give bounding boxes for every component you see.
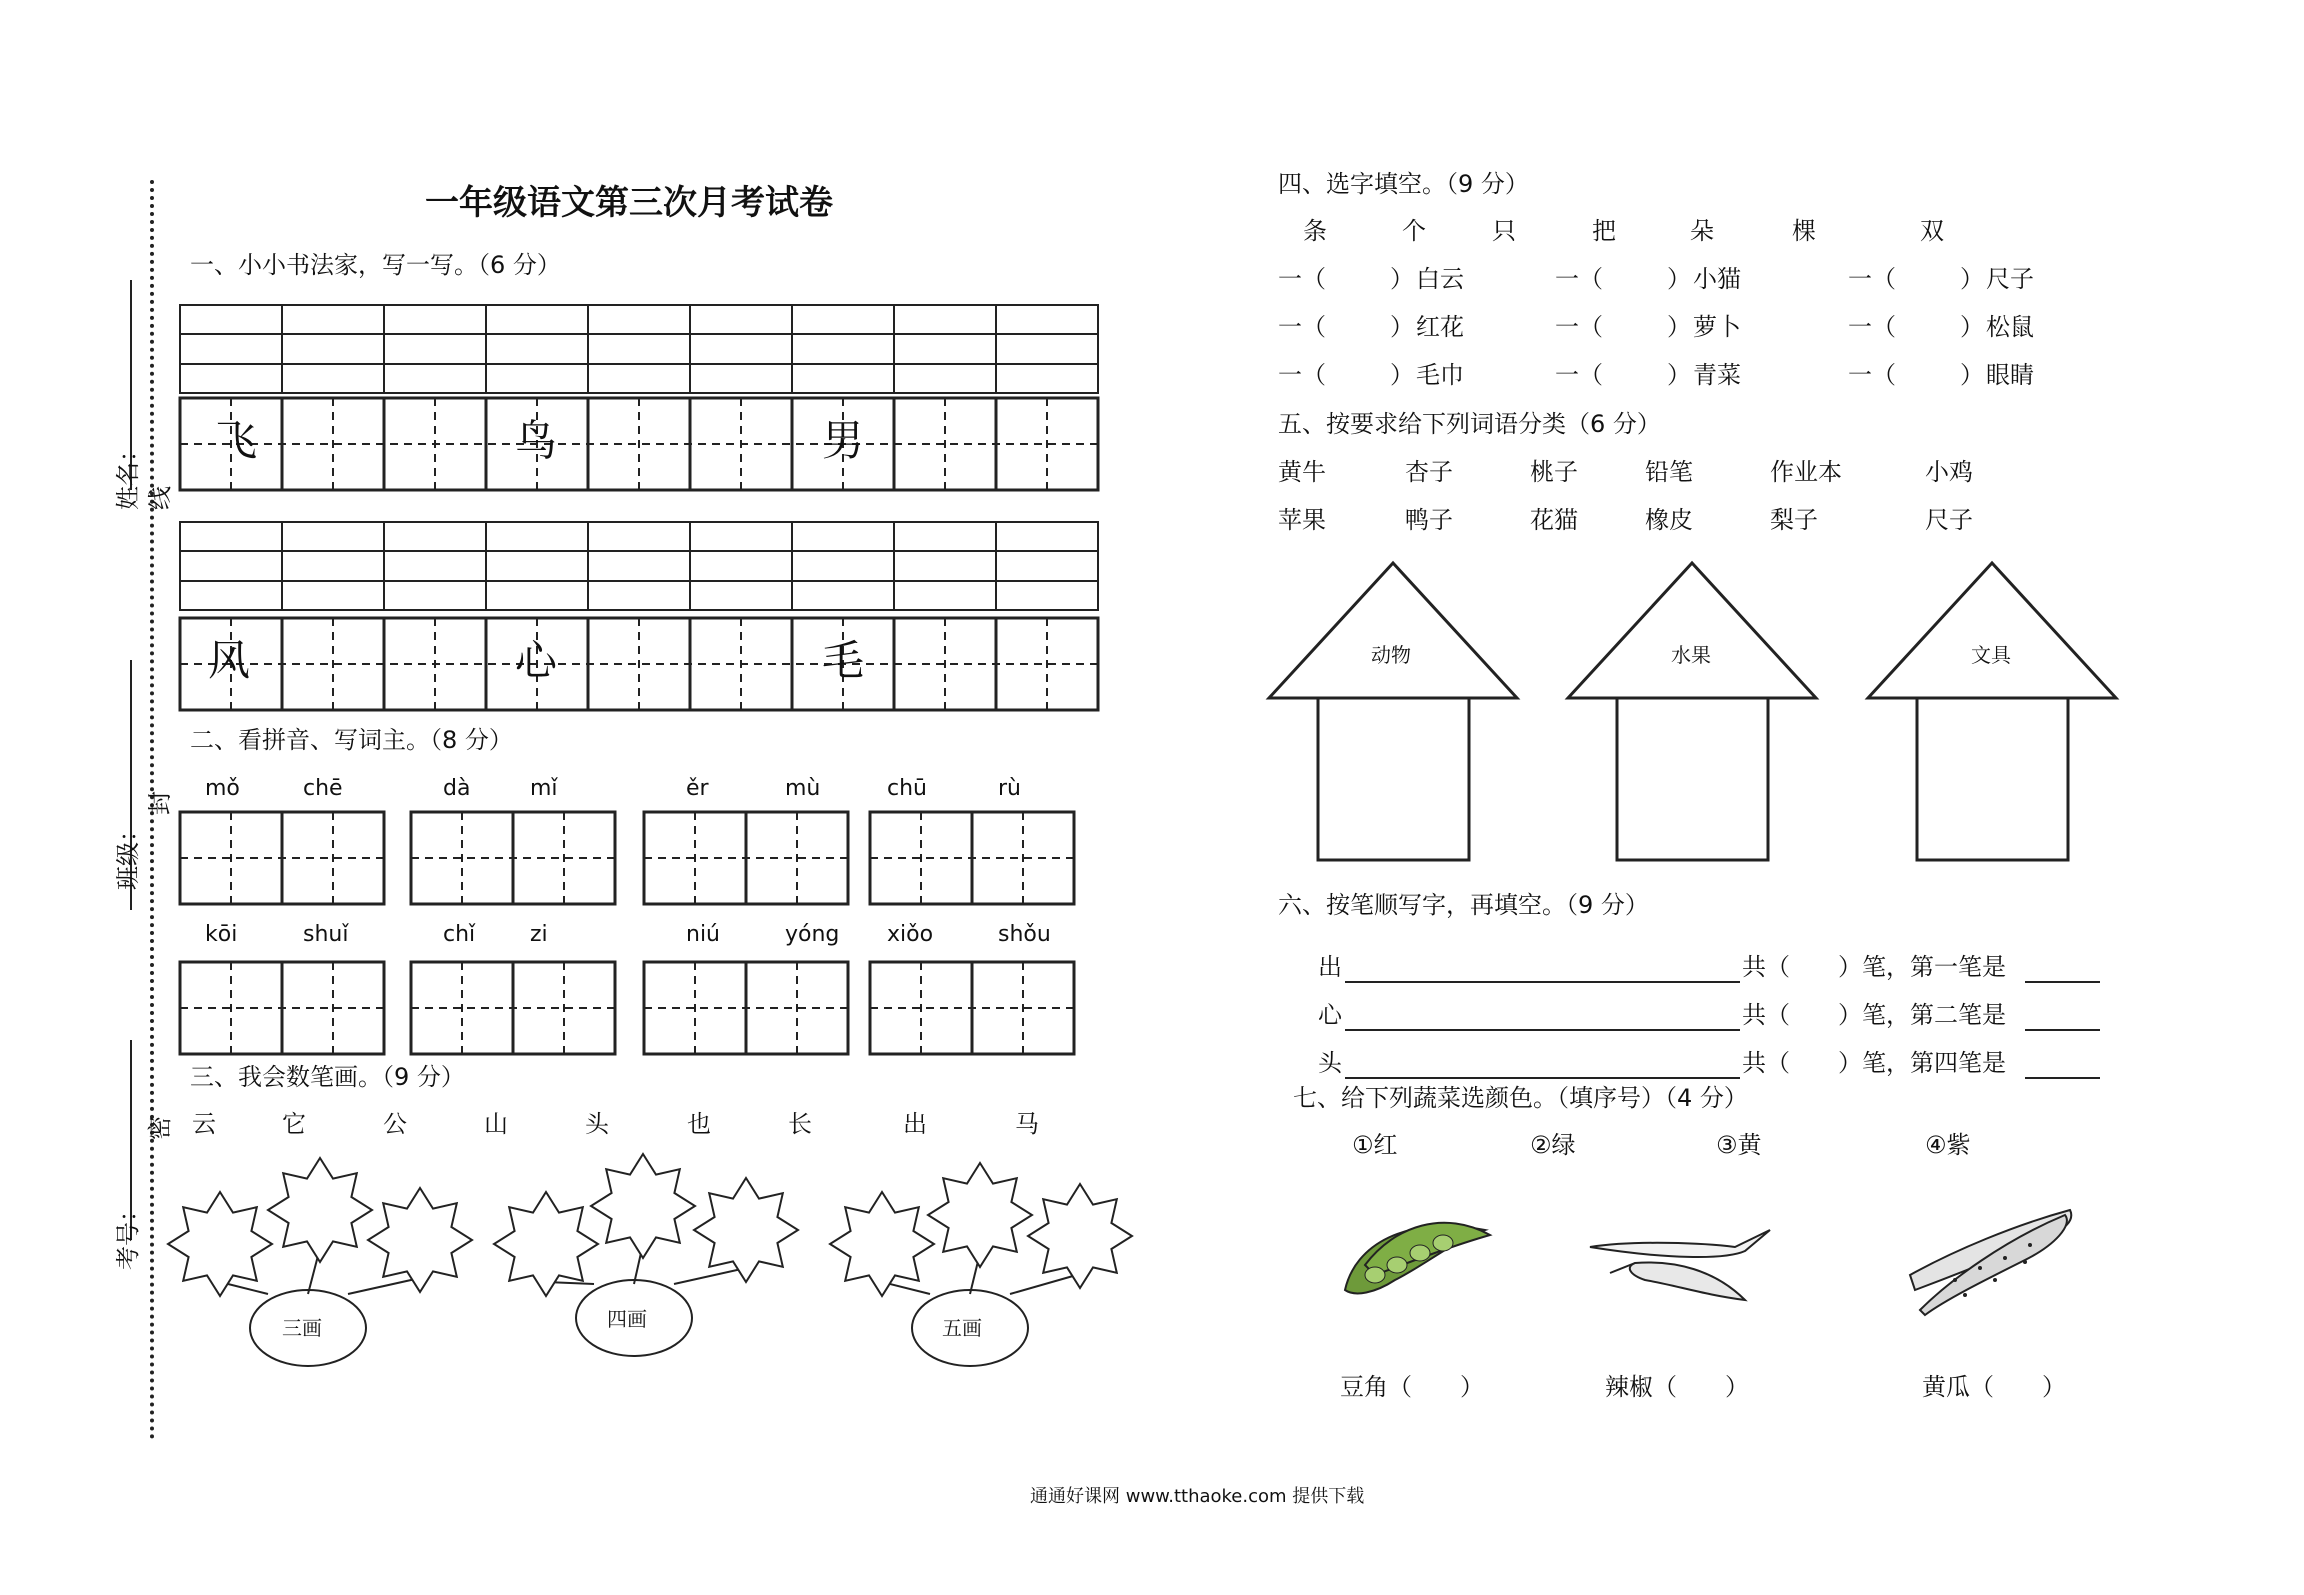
house-label-fruit: 水果	[1671, 643, 1711, 667]
group-label-5: 五画	[942, 1316, 982, 1340]
pinyin-bottom-5: yóng	[785, 922, 840, 947]
seal-mark-seal: 封	[146, 791, 174, 815]
house-label-stationery: 文具	[1971, 643, 2011, 667]
word-top-5: 小鸡	[1925, 458, 1973, 486]
stroke-order-char-1: 心	[1318, 1001, 1342, 1029]
model-char-feng: 风	[208, 636, 251, 685]
veggie-pepper: 辣椒（ ）	[1605, 1373, 1749, 1401]
pinyin-top-3: mǐ	[530, 776, 558, 801]
group-label-3: 三画	[282, 1316, 322, 1340]
option-char-6: 双	[1920, 217, 1944, 245]
stroke-count-text-0: 共（ ）笔，第一笔是	[1742, 953, 2006, 981]
answer-line-0[interactable]	[2025, 981, 2100, 983]
stroke-char-2: 公	[383, 1110, 407, 1138]
model-char-mao: 毛	[822, 636, 865, 685]
pinyin-bottom-4: niú	[686, 922, 720, 947]
cucumber-image	[1905, 1200, 2080, 1320]
option-char-4: 朵	[1690, 217, 1714, 245]
color-option-purple: ④紫	[1925, 1131, 1971, 1159]
pinyin-bottom-2: chǐ	[443, 922, 476, 947]
color-option-yellow: ③黄	[1716, 1131, 1762, 1159]
answer-line-2[interactable]	[2025, 1077, 2100, 1079]
stroke-order-char-2: 头	[1318, 1049, 1342, 1077]
option-char-0: 条	[1303, 217, 1327, 245]
pinyin-top-5: mù	[785, 776, 821, 801]
write-line-1[interactable]	[1345, 1029, 1740, 1031]
model-char-nan: 男	[822, 416, 865, 465]
fill-word-0-0: 白云	[1416, 265, 1464, 293]
veggie-bean: 豆角（ ）	[1340, 1373, 1484, 1401]
pinyin-top-7: rù	[998, 776, 1021, 801]
blank-open-2-0: 一（	[1278, 361, 1326, 389]
bean-image	[1335, 1205, 1495, 1305]
stroke-char-6: 长	[788, 1110, 812, 1138]
blank-open-2-1: 一（	[1555, 361, 1603, 389]
stroke-count-text-1: 共（ ）笔，第二笔是	[1742, 1001, 2006, 1029]
word-top-3: 铅笔	[1645, 458, 1693, 486]
write-line-2[interactable]	[1345, 1077, 1740, 1079]
stroke-char-1: 它	[282, 1110, 306, 1138]
blank-close-2-1: ）	[1667, 361, 1691, 389]
pinyin-top-0: mǒ	[205, 776, 240, 801]
stroke-char-0: 云	[192, 1110, 216, 1138]
model-char-niao: 鸟	[515, 416, 558, 465]
stroke-order-char-0: 出	[1318, 953, 1342, 981]
sec6-heading: 六、按笔顺写字，再填空。（9 分）	[1278, 891, 1649, 919]
blank-open-1-1: 一（	[1555, 313, 1603, 341]
pinyin-top-1: chē	[303, 776, 343, 801]
blank-close-1-1: ）	[1667, 313, 1691, 341]
pinyin-bottom-0: kōi	[205, 922, 238, 947]
color-option-red: ①红	[1352, 1131, 1398, 1159]
pinyin-bottom-6: xiǒo	[887, 922, 934, 947]
fill-word-1-1: 萝卜	[1693, 313, 1741, 341]
sec7-heading: 七、给下列蔬菜选颜色。（填序号）（4 分）	[1293, 1084, 1748, 1112]
blank-close-1-2: ）	[1960, 313, 1984, 341]
blank-close-2-2: ）	[1960, 361, 1984, 389]
house-label-animals: 动物	[1371, 643, 1411, 667]
seal-mark-secret: 密	[146, 1116, 174, 1140]
sec4-heading: 四、选字填空。（9 分）	[1278, 170, 1529, 198]
sec3-heading: 三、我会数笔画。（9 分）	[190, 1063, 465, 1091]
seal-mark-line: 线	[146, 486, 174, 510]
option-char-2: 只	[1492, 217, 1516, 245]
word-bottom-4: 梨子	[1770, 506, 1818, 534]
stroke-count-text-2: 共（ ）笔，第四笔是	[1742, 1049, 2006, 1077]
veggie-cucumber: 黄瓜（ ）	[1922, 1373, 2066, 1401]
word-bottom-3: 橡皮	[1645, 506, 1693, 534]
blank-open-0-0: 一（	[1278, 265, 1326, 293]
model-char-fei: 飞	[215, 416, 258, 465]
blank-close-0-1: ）	[1667, 265, 1691, 293]
blank-close-1-0: ）	[1390, 313, 1414, 341]
fill-word-2-0: 毛巾	[1416, 361, 1464, 389]
stroke-char-4: 头	[585, 1110, 609, 1138]
blank-open-0-1: 一（	[1555, 265, 1603, 293]
stroke-char-3: 山	[484, 1110, 508, 1138]
model-char-xin: 心	[515, 636, 558, 685]
word-bottom-5: 尺子	[1925, 506, 1973, 534]
stroke-char-8: 马	[1015, 1110, 1039, 1138]
word-bottom-1: 鸭子	[1405, 506, 1453, 534]
fill-word-1-2: 松鼠	[1986, 313, 2034, 341]
color-option-green: ②绿	[1530, 1131, 1576, 1159]
fill-word-0-2: 尺子	[1986, 265, 2034, 293]
name-label: 姓名：	[114, 438, 142, 510]
option-char-5: 棵	[1792, 217, 1816, 245]
stroke-char-7: 出	[903, 1110, 927, 1138]
pinyin-bottom-3: zi	[530, 922, 548, 947]
word-top-0: 黄牛	[1278, 458, 1326, 486]
stroke-char-5: 也	[687, 1110, 711, 1138]
sec5-heading: 五、按要求给下列词语分类（6 分）	[1278, 410, 1661, 438]
blank-open-0-2: 一（	[1848, 265, 1896, 293]
sec2-heading: 二、看拼音、写词主。（8 分）	[190, 726, 513, 754]
blank-close-0-0: ）	[1390, 265, 1414, 293]
id-label: 考号：	[114, 1198, 142, 1270]
fill-word-0-1: 小猫	[1693, 265, 1741, 293]
pinyin-bottom-1: shuǐ	[303, 922, 349, 947]
word-bottom-2: 花猫	[1530, 506, 1578, 534]
blank-open-2-2: 一（	[1848, 361, 1896, 389]
pinyin-bottom-7: shǒu	[998, 922, 1051, 947]
word-top-2: 桃子	[1530, 458, 1578, 486]
write-line-0[interactable]	[1345, 981, 1740, 983]
pinyin-top-6: chū	[887, 776, 927, 801]
blank-open-1-2: 一（	[1848, 313, 1896, 341]
footer-source: 通通好课网 www.tthaoke.com 提供下载	[1030, 1486, 1365, 1507]
option-char-3: 把	[1592, 217, 1616, 245]
word-bottom-0: 苹果	[1278, 506, 1326, 534]
fill-word-1-0: 红花	[1416, 313, 1464, 341]
blank-close-2-0: ）	[1390, 361, 1414, 389]
option-char-1: 个	[1402, 217, 1426, 245]
word-top-4: 作业本	[1770, 458, 1842, 486]
sec1-heading: 一、小小书法家，写一写。（6 分）	[190, 251, 561, 279]
page-title: 一年级语文第三次月考试卷	[425, 183, 833, 223]
pinyin-top-2: dà	[443, 776, 471, 801]
blank-close-0-2: ）	[1960, 265, 1984, 293]
class-label: 班级：	[114, 818, 142, 890]
word-top-1: 杏子	[1405, 458, 1453, 486]
answer-line-1[interactable]	[2025, 1029, 2100, 1031]
fill-word-2-1: 青菜	[1693, 361, 1741, 389]
group-label-4: 四画	[607, 1307, 647, 1331]
pepper-image	[1585, 1225, 1775, 1305]
pinyin-top-4: ěr	[686, 776, 709, 801]
fill-word-2-2: 眼睛	[1986, 361, 2034, 389]
blank-open-1-0: 一（	[1278, 313, 1326, 341]
